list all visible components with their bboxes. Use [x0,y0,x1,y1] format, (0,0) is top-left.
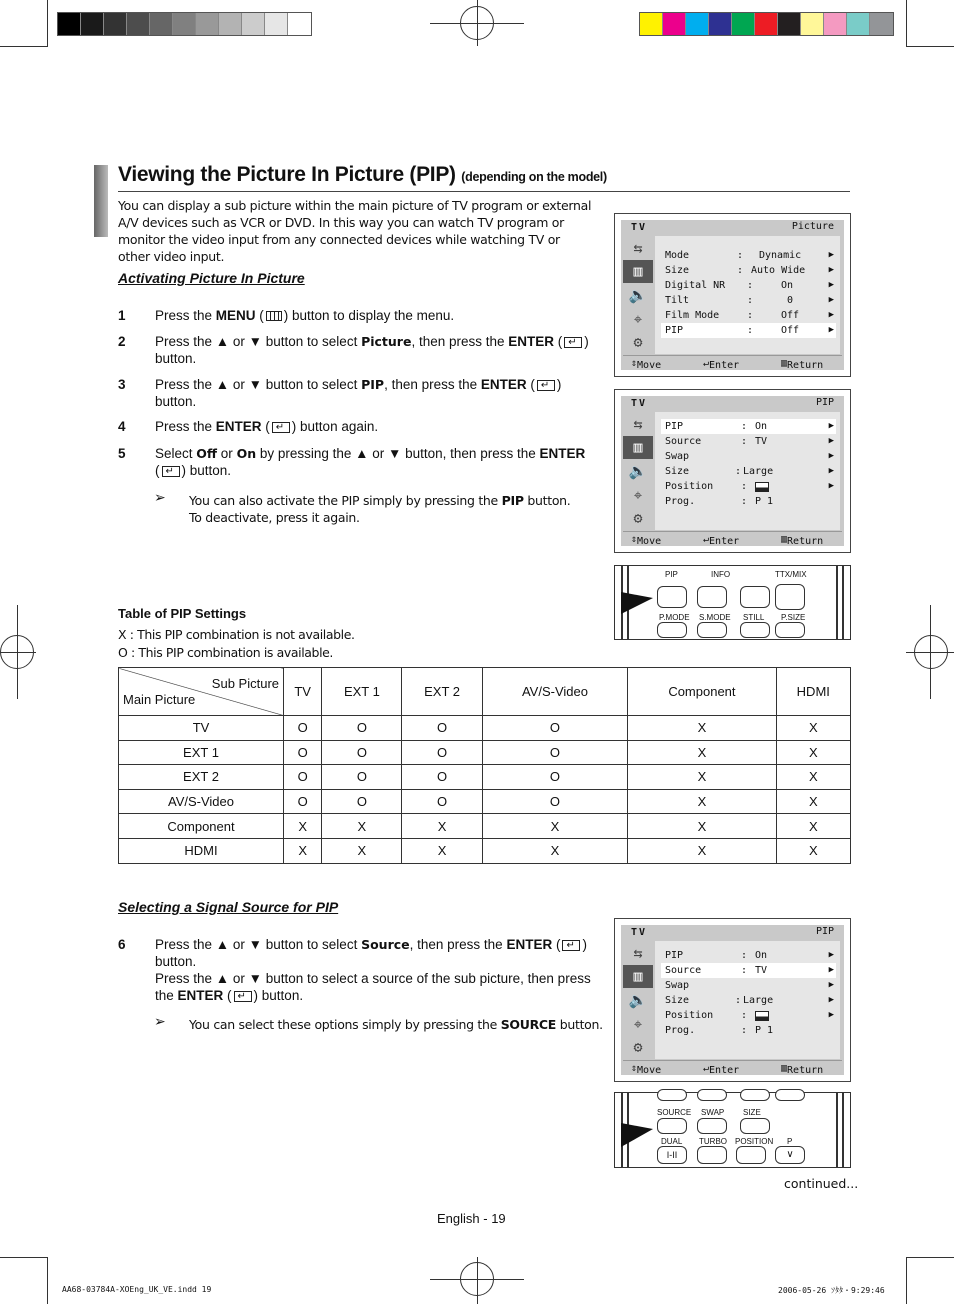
remote-control-source-buttons: SOURCE SWAP SIZE DUAL TURBO POSITION P I-II ∨ [614,1092,851,1168]
position-button[interactable] [736,1146,766,1164]
column-header: TV [284,668,322,716]
color-swatch [755,13,778,35]
osd-row[interactable]: Digital NR : On ▶ [665,280,834,291]
osd-menu-title: PIP [815,926,834,937]
still-button[interactable] [740,1089,770,1101]
picture-icon[interactable]: ▥ [623,436,653,460]
table-header-row [119,668,851,716]
print-slug-file: AA68-03784A-XOEng_UK_VE.indd 19 [62,1285,212,1294]
note-arrow-icon: ➢ [154,490,166,506]
right-arrow-icon: ▶ [828,965,834,975]
table-note-o: O : This PIP combination is available. [118,645,334,660]
table-row: Component X X X X X X [119,814,851,839]
osd-row[interactable]: Size : Auto Wide ▶ [665,265,834,276]
row-header: AV/S-Video [119,789,284,814]
crop-mark [906,46,954,47]
color-swatch [732,13,755,35]
osd-row[interactable]: PIP : On ▶ [665,950,834,961]
osd-row[interactable]: Size : Large ▶ [665,995,834,1006]
enter-hint: ↵ Enter [703,1063,740,1076]
enter-icon [564,337,582,348]
registration-mark [930,605,931,699]
enter-icon [537,380,555,391]
p-size-button[interactable] [775,622,805,638]
registration-mark [477,0,478,46]
table-note-x: X : This PIP combination is not available. [118,627,355,642]
registration-mark [17,605,18,699]
page-number: English - 19 [437,1211,506,1226]
title-rule [118,191,850,192]
gray-swatch [58,13,81,35]
osd-row[interactable]: Source : TV ▶ [665,436,834,447]
step-number: 4 [118,419,126,434]
setup-icon[interactable]: ⚙ [633,333,643,352]
pip-button[interactable] [657,586,687,608]
osd-pip-menu: TV PIP ⇆ ▥ 🔈 ⌖ ⚙ PIP : On ▶ Source : TV ▶ Swap ▶ Size : Large ▶ Position : ▶ Prog. : P 1 ⇕ Move ↵ Enter ▥ Return [614,389,851,553]
crop-mark [0,46,48,47]
setup-icon[interactable]: ⚙ [633,1038,643,1057]
table-row: AV/S-Video O O O O X X [119,789,851,814]
channel-icon[interactable]: ⌖ [633,1014,643,1033]
swap-button[interactable] [697,1118,727,1134]
table-row: EXT 1 O O O O X X [119,740,851,765]
osd-row[interactable]: Swap ▶ [665,451,834,462]
right-arrow-icon: ▶ [828,980,834,990]
column-header: HDMI [776,668,850,716]
osd-sidebar [623,941,653,1059]
osd-row[interactable]: Prog. : P 1 [665,1025,774,1036]
osd-menu-title: Picture [791,221,834,232]
column-header: EXT 1 [322,668,402,716]
print-slug-date: 2006-05-26 ｿﾀﾀ・9:29:46 [778,1286,885,1295]
row-header: EXT 2 [119,765,284,790]
title-accent-bar [94,165,108,237]
note-arrow-icon: ➢ [154,1014,166,1030]
row-header: TV [119,716,284,741]
enter-hint: ↵ Enter [703,358,740,371]
osd-row-selected[interactable]: PIP : On ▶ [661,419,836,434]
sound-icon[interactable]: 🔈 [628,990,648,1009]
right-arrow-icon: ▶ [828,995,834,1005]
channel-icon[interactable]: ⌖ [633,309,643,328]
right-arrow-icon: ▶ [828,466,834,476]
section-activating-pip-title: Activating Picture In Picture [118,270,305,286]
osd-footer [623,1060,842,1075]
gray-swatch [81,13,104,35]
column-header: Component [628,668,776,716]
step-number: 2 [118,334,126,349]
registration-mark [0,652,36,653]
osd-row[interactable]: Position : ▶ [665,481,834,492]
menu-icon [266,311,282,321]
grayscale-color-bar [57,12,312,36]
gray-swatch [242,13,265,35]
turbo-button[interactable] [697,1146,727,1164]
step-2: 2 Press the ▲ or ▼ button to select Picture, then press the ENTER (↵ ) button. [118,333,598,367]
channel-down-button[interactable]: ∨ [775,1146,805,1164]
return-hint: ▥ Return [781,534,824,547]
picture-icon[interactable]: ▥ [623,260,653,284]
picture-icon[interactable]: ▥ [623,965,653,989]
osd-footer [623,531,842,546]
right-arrow-icon: ▶ [828,295,834,305]
osd-sidebar [623,236,653,354]
color-swatch [663,13,686,35]
osd-row-selected[interactable]: Source : TV ▶ [661,963,836,978]
color-swatch [709,13,732,35]
step-1: 1 Press the MENU ( ) button to display the menu. [118,308,455,323]
right-arrow-icon: ▶ [828,481,834,491]
crop-mark [47,0,48,46]
crop-mark [906,1257,954,1258]
column-header: EXT 2 [402,668,482,716]
enter-icon [272,422,290,433]
title-text: Viewing the Picture In Picture (PIP) [118,163,456,186]
input-icon[interactable]: ⇆ [633,238,643,257]
osd-row[interactable]: Mode : Dynamic ▶ [665,250,834,261]
move-hint: ⇕ Move [631,534,662,547]
right-arrow-icon: ▶ [828,265,834,275]
position-icon [755,1011,769,1021]
gray-swatch [127,13,150,35]
source-note: ➢ You can select these options simply by pressing the SOURCE button. [154,1014,603,1032]
enter-icon [234,991,252,1002]
return-hint: ▥ Return [781,358,824,371]
return-hint: ▥ Return [781,1063,824,1076]
osd-row[interactable]: Swap ▶ [665,980,834,991]
pip-settings-table [118,667,851,864]
color-swatch [640,13,663,35]
right-arrow-icon: ▶ [828,436,834,446]
crop-mark [906,1257,907,1304]
step-6: 6 Press the ▲ or ▼ button to select Source, then press the ENTER (↵ ) button. Press the ▲ or ▼ button to select a source of the sub picture, then press the ENTER (↵ ) button. [118,936,598,1004]
step-4: 4 Press the ENTER (↵ ) button again. [118,418,598,435]
right-arrow-icon: ▶ [828,451,834,461]
right-arrow-icon: ▶ [828,310,834,320]
osd-footer [623,355,842,370]
table-row: HDMI X X X X X X [119,838,851,863]
color-swatch [847,13,870,35]
step-number: 6 [118,937,126,952]
osd-picture-menu: TV Picture ⇆ ▥ 🔈 ⌖ ⚙ Mode : Dynamic ▶ Size : Auto Wide ▶ Digital NR : On ▶ Tilt : 0 ▶ Film Mode : Off ▶ PIP : Off ▶ ⇕ Move ↵ Enter ▥ Return [614,213,851,377]
osd-row[interactable]: Position : ▶ [665,1010,834,1021]
color-swatch [824,13,847,35]
row-header: HDMI [119,838,284,863]
crop-mark [0,1257,48,1258]
gray-swatch [104,13,127,35]
right-arrow-icon: ▶ [828,325,834,335]
s-mode-button[interactable] [697,622,727,638]
source-button[interactable] [657,1118,687,1134]
gray-swatch [265,13,288,35]
right-arrow-icon: ▶ [828,1010,834,1020]
input-icon[interactable]: ⇆ [633,943,643,962]
info-button[interactable] [697,586,727,608]
blank-button[interactable] [740,586,770,608]
right-arrow-icon: ▶ [828,250,834,260]
osd-sidebar [623,412,653,530]
position-icon [755,482,769,492]
p-mode-button[interactable] [657,1089,687,1101]
pip-note: ➢ You can also activate the PIP simply by pressing the PIP button. To deactivate, press it again. [154,490,571,525]
process-color-bar [639,12,894,36]
intro-paragraph: You can display a sub picture within the main picture of TV program or external A/V devices such as VCR or DVD. In this way you can watch TV program or monitor the video input from any connected devices while watching TV or other video input. [118,198,592,264]
color-swatch [870,13,893,35]
dual-button[interactable]: I-II [657,1146,687,1164]
move-hint: ⇕ Move [631,1063,662,1076]
table-title: Table of PIP Settings [118,606,247,621]
gray-swatch [196,13,219,35]
right-arrow-icon: ▶ [828,950,834,960]
size-button[interactable] [740,1118,770,1134]
section-signal-source-title: Selecting a Signal Source for PIP [118,899,339,915]
enter-hint: ↵ Enter [703,534,740,547]
enter-icon [562,940,580,951]
move-hint: ⇕ Move [631,358,662,371]
step-number: 5 [118,446,126,461]
page-title [118,163,607,187]
osd-row[interactable]: Size : Large ▶ [665,466,834,477]
gray-swatch [173,13,196,35]
right-arrow-icon: ▶ [828,421,834,431]
osd-row[interactable]: Prog. : P 1 [665,496,774,507]
crop-mark [906,0,907,46]
input-icon[interactable]: ⇆ [633,414,643,433]
table-corner-cell: Sub Picture Main Picture [119,668,284,716]
continued-label: continued... [784,1176,859,1191]
remote-control-pip-buttons: PIP INFO TTX/MIX P.MODE S.MODE STILL P.SIZE [614,565,851,640]
crop-mark [47,1257,48,1304]
sound-icon[interactable]: 🔈 [628,285,648,304]
channel-icon[interactable]: ⌖ [633,485,643,504]
step-3: 3 Press the ▲ or ▼ button to select PIP, then press the ENTER (↵ ) button. [118,376,598,410]
step-number: 3 [118,377,126,392]
row-header: EXT 1 [119,740,284,765]
enter-icon [162,466,180,477]
still-button[interactable] [740,622,770,638]
registration-mark [477,1257,478,1304]
table-row: TV O O O O X X [119,716,851,741]
step-5: 5 Select Off or On by pressing the ▲ or ▼ button, then press the ENTER (↵ ) button. [118,445,598,479]
title-qualifier: (depending on the model) [461,170,607,184]
table-row: EXT 2 O O O O X X [119,765,851,790]
step-number: 1 [118,308,126,323]
osd-row[interactable]: Tilt : 0 ▶ [665,295,834,306]
row-header: Component [119,814,284,839]
column-header: AV/S-Video [482,668,628,716]
p-mode-button[interactable] [657,622,687,638]
s-mode-button[interactable] [697,1089,727,1101]
sound-icon[interactable]: 🔈 [628,461,648,480]
p-size-button[interactable] [775,1089,805,1101]
right-arrow-icon: ▶ [828,280,834,290]
pointing-finger-icon [621,592,653,614]
color-swatch [686,13,709,35]
osd-row[interactable]: Film Mode : Off ▶ [665,310,834,321]
ttx-mix-button[interactable] [775,584,805,610]
gray-swatch [219,13,242,35]
osd-row-selected[interactable]: PIP : Off ▶ [661,323,836,338]
pointing-finger-icon [621,1123,653,1147]
gray-swatch [288,13,311,35]
osd-menu-title: PIP [815,397,834,408]
color-swatch [778,13,801,35]
color-swatch [801,13,824,35]
setup-icon[interactable]: ⚙ [633,509,643,528]
gray-swatch [150,13,173,35]
osd-pip-source-menu: TV PIP ⇆ ▥ 🔈 ⌖ ⚙ PIP : On ▶ Source : TV ▶ Swap ▶ Size : Large ▶ Position : ▶ Prog. : P 1 ⇕ Move ↵ Enter ▥ Return [614,918,851,1082]
